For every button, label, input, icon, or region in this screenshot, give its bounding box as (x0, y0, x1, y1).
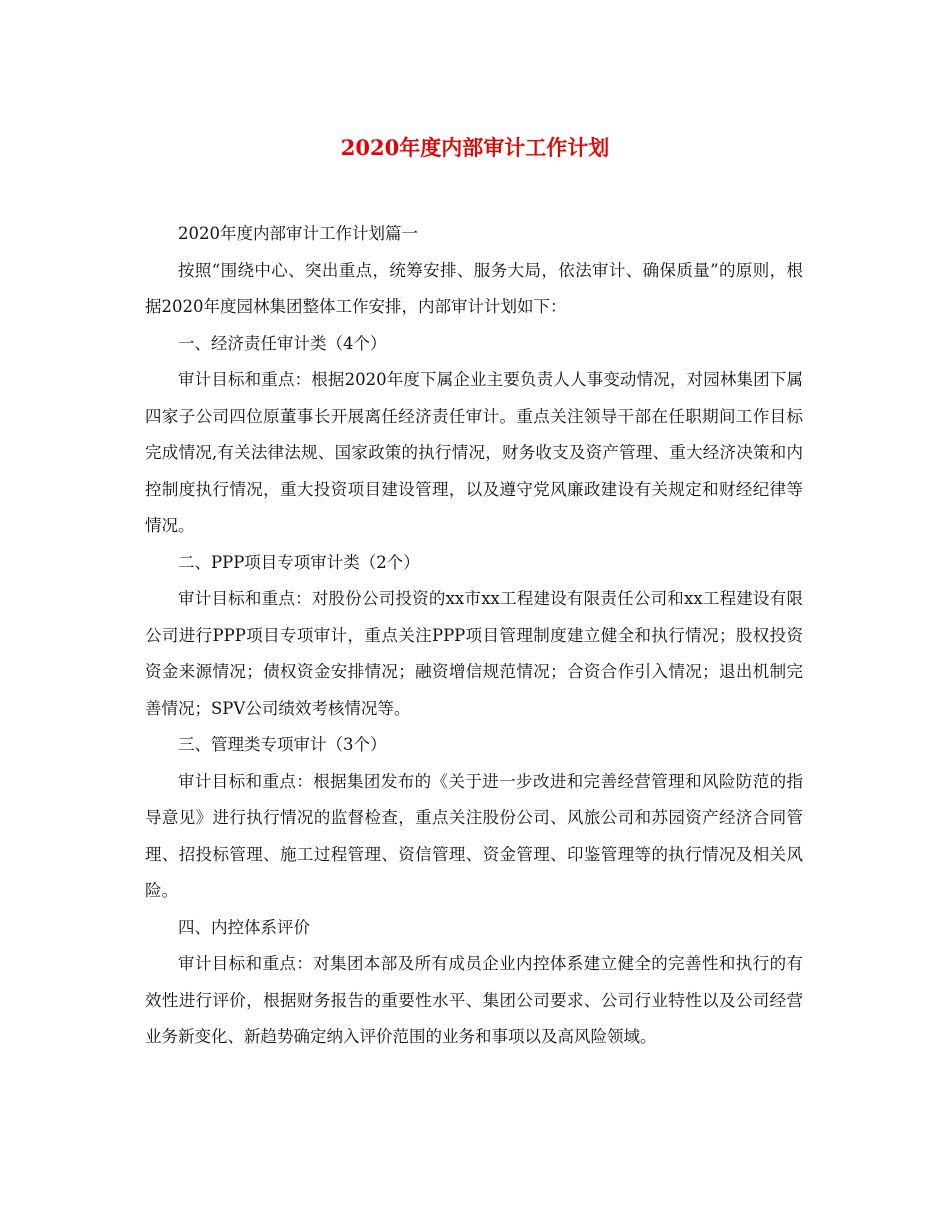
section-heading-3: 三、管理类专项审计（3个） (178, 735, 387, 754)
section-body-3: 审计目标和重点：根据集团发布的《关于进一步改进和完善经营管理和风险防范的指导意见》进行执行情况的监督检查，重点关注股份公司、风旅公司和苏园资产经济合同管理、招投标管理、施工过程管理、资信管理、资金管理、印鉴管理等的执行情况及相关风险。 (145, 771, 803, 900)
document-body (145, 216, 803, 1056)
section-body-2: 审计目标和重点：对股份公司投资的xx市xx工程建设有限责任公司和xx工程建设有限公司进行PPP项目专项审计，重点关注PPP项目管理制度建立健全和执行情况；股权投资资金来源情况；债权资金安排情况；融资增信规范情况；合资合作引入情况；退出机制完善情况；SPV公司绩效考核情况等。 (145, 589, 803, 718)
section-heading-1: 一、经济责任审计类（4个） (178, 333, 387, 353)
section-body-1: 审计目标和重点：根据2020年度下属企业主要负责人人事变动情况，对园林集团下属四家子公司四位原董事长开展离任经济责任审计。重点关注领导干部在任职期间工作目标完成情况,有关法律法规、国家政策的执行情况，财务收支及资产管理、重大经济决策和内控制度执行情况，重大投资项目建设管理，以及遵守党风廉政建设有关规定和财经纪律等情况。 (145, 370, 803, 535)
subtitle-paragraph: 2020年度内部审计工作计划篇一 (178, 224, 418, 243)
intro-paragraph: 按照“围绕中心、突出重点，统筹安排、服务大局，依法审计、确保质量”的原则，根据2020年度园林集团整体工作安排，内部审计计划如下： (145, 260, 803, 316)
section-body-4: 审计目标和重点：对集团本部及所有成员企业内控体系建立健全的完善性和执行的有效性进行评价，根据财务报告的重要性水平、集团公司要求、公司行业特性以及公司经营业务新变化、新趋势确定纳入评价范围的业务和事项以及高风险领域。 (145, 954, 803, 1046)
document-title: 2020年度内部审计工作计划 (340, 135, 610, 160)
section-heading-2: 二、PPP项目专项审计类（2个） (178, 552, 420, 572)
section-heading-4: 四、内控体系评价 (178, 917, 310, 937)
